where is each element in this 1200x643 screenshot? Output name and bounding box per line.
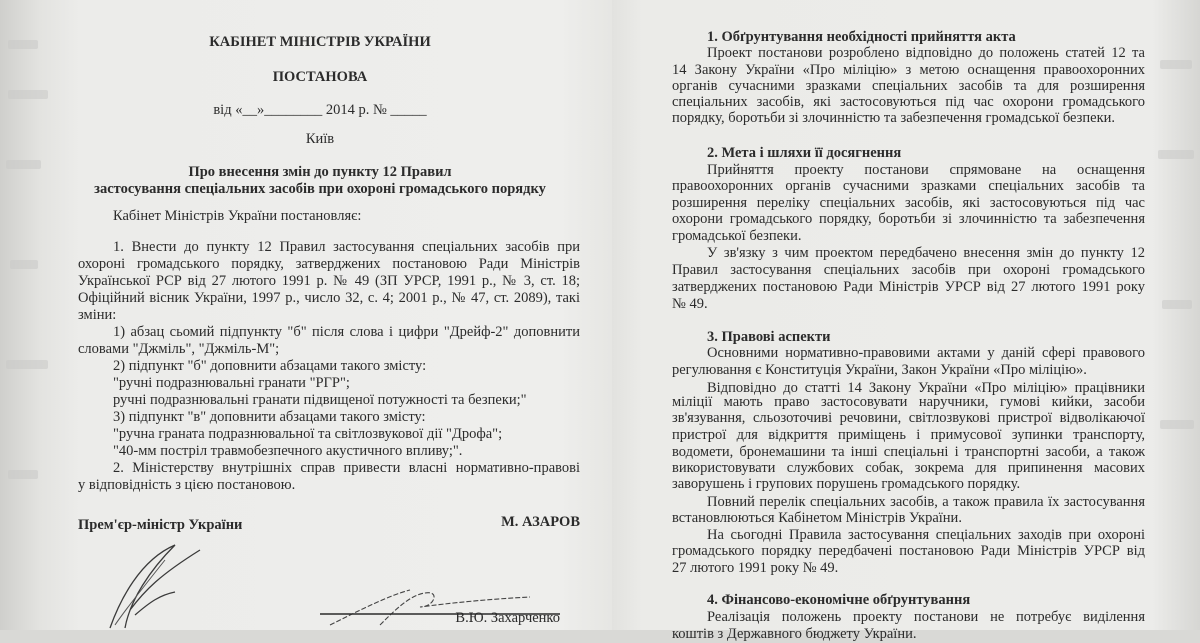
section-line: 27 лютого 1991 року № 49. <box>672 560 839 576</box>
section-line: На сьогодні Правила застосування спеціальних заходів при охороні <box>707 527 1145 543</box>
show-through-mark <box>10 260 38 269</box>
section-line: водомети, бронемашини та інші спеціальні і транспортні засоби, а також <box>672 444 1145 460</box>
signatory-name: М. АЗАРОВ <box>501 514 580 530</box>
section-line: встановлюються Кабінетом Міністрів України. <box>672 510 962 526</box>
body-line: Офіційний вісник України, 1997 р., число 32, с. 4; 2001 р., № 47, ст. 2089), такі <box>78 290 580 306</box>
document-type: ПОСТАНОВА <box>272 69 368 85</box>
body-line: 2. Міністерству внутрішніх справ привести власні нормативно-правові <box>113 460 580 476</box>
section-line: зв'язування, сльозоточиві речовини, світлозвукові пристрої відволікаючої <box>672 410 1145 426</box>
section-line: органів сучасними зразками спеціальних засобів та для розширення <box>672 78 1145 94</box>
body-line: "ручні подразнювальні гранати "РГР"; <box>113 375 350 391</box>
body-line: охороні громадського порядку, затверджених постановою Ради Міністрів <box>78 256 580 272</box>
body-line: 3) підпункт "в" доповнити абзацами такого змісту: <box>113 409 426 425</box>
preamble: Кабінет Міністрів України постановляє: <box>113 208 362 224</box>
section-line: спеціальних засобів, які застосовуються під час охорони громадського <box>672 94 1145 110</box>
section-line: використовувати службових собак, зокрема для припинення масових <box>672 460 1145 476</box>
body-line: у відповідність з цією постановою. <box>78 477 296 493</box>
show-through-mark <box>8 40 38 49</box>
show-through-mark <box>1160 420 1194 429</box>
body-line: Української РСР від 27 лютого 1991 р. № 49 (ЗП УРСР, 1991 р., № 3, ст. 18; <box>78 273 580 289</box>
date-line: від «__»________ 2014 р. № _____ <box>213 102 427 118</box>
body-line: 1) абзац сьомий підпункту "б" після слова і цифри "Дрейф-2" доповнити <box>113 324 580 340</box>
section-line: громадського порядку передбачені постановою Ради Міністрів УРСР від <box>672 543 1145 559</box>
show-through-mark <box>1160 60 1192 69</box>
show-through-mark <box>1158 150 1194 159</box>
show-through-mark <box>6 360 48 369</box>
section-heading: 2. Мета і шляхи її досягнення <box>707 145 902 161</box>
section-line: Проект постанови розроблено відповідно до положень статей 12 та <box>707 45 1145 61</box>
signature-prime-minister <box>90 540 210 630</box>
city: Київ <box>305 131 335 147</box>
section-line: міліції мають право застосовувати наручники, гумові кийки, засоби <box>672 394 1145 410</box>
show-through-mark <box>6 160 41 169</box>
section-line: пристрої для відкриття приміщень і примусової зупинки транспорту, <box>672 427 1145 443</box>
show-through-mark <box>1162 300 1192 309</box>
document-title: Про внесення змін до пункту 12 Правил <box>188 164 452 180</box>
body-line: 1. Внести до пункту 12 Правил застосування спеціальних засобів при <box>113 239 580 255</box>
section-line: Реалізація положень проекту постанови не потребує виділення <box>707 609 1145 625</box>
body-line: 2) підпункт "б" доповнити абзацами такого змісту: <box>113 358 427 374</box>
section-line: громадської безпеки. <box>672 228 802 244</box>
section-line: порядку, боротьби зі злочинністю та забезпечення громадської безпеки. <box>672 110 1116 126</box>
body-line: "40-мм постріл травмобезпечного акустичного впливу;". <box>113 443 463 459</box>
section-line: 14 Закону України «Про міліцію» з метою оснащення правоохоронних <box>672 62 1145 78</box>
section-heading: 3. Правові аспекти <box>707 329 831 345</box>
countersign-name: В.Ю. Захарченко <box>455 610 560 626</box>
section-line: У зв'язку з чим проектом передбачено внесення змін до пункту 12 <box>707 245 1145 261</box>
section-line: Прийняття проекту постанови спрямоване на оснащення <box>707 162 1145 178</box>
section-line: Правил застосування спеціальних засобів при охороні громадського <box>672 262 1145 278</box>
section-line: заворушень і групових порушень громадського порядку. <box>672 476 1021 492</box>
show-through-mark <box>8 90 48 99</box>
section-line: коштів з Державного бюджету України. <box>672 626 917 642</box>
section-heading: 1. Обґрунтування необхідності прийняття акта <box>707 29 1016 45</box>
body-line: "ручна граната подразнювальної та світлозвукової дії "Дрофа"; <box>113 426 503 442</box>
issuer-heading: КАБІНЕТ МІНІСТРІВ УКРАЇНИ <box>209 34 431 50</box>
body-line: ручні подразнювальні гранати підвищеної потужності та безпеки;" <box>113 392 527 408</box>
section-line: охорони громадського порядку, боротьби зі злочинністю та забезпечення <box>672 211 1145 227</box>
document-title: застосування спеціальних засобів при охороні громадського порядку <box>94 181 546 197</box>
section-line: розширення переліку спеціальних засобів, які застосовуються під час <box>672 195 1145 211</box>
section-line: Відповідно до статті 14 Закону України «Про міліцію» працівники <box>707 380 1145 396</box>
signatory-position: Прем'єр-міністр України <box>78 517 243 533</box>
section-line: правоохоронних органів сучасними зразками спеціальних засобів та <box>672 178 1145 194</box>
body-line: зміни: <box>78 307 117 323</box>
section-line: Основними нормативно-правовими актами у даній сфері правового <box>707 345 1145 361</box>
section-line: Повний перелік спеціальних засобів, а також правила їх застосування <box>707 494 1145 510</box>
body-line: словами "Джміль", "Джміль-М"; <box>78 341 280 357</box>
section-line: затверджених постановою Ради Міністрів УРСР від 27 лютого 1991 року <box>672 279 1145 295</box>
section-line: регулювання є Конституція України, Закон України «Про міліцію». <box>672 362 1087 378</box>
show-through-mark <box>8 470 38 479</box>
section-line: № 49. <box>672 296 708 312</box>
section-heading: 4. Фінансово-економічне обґрунтування <box>707 592 971 608</box>
